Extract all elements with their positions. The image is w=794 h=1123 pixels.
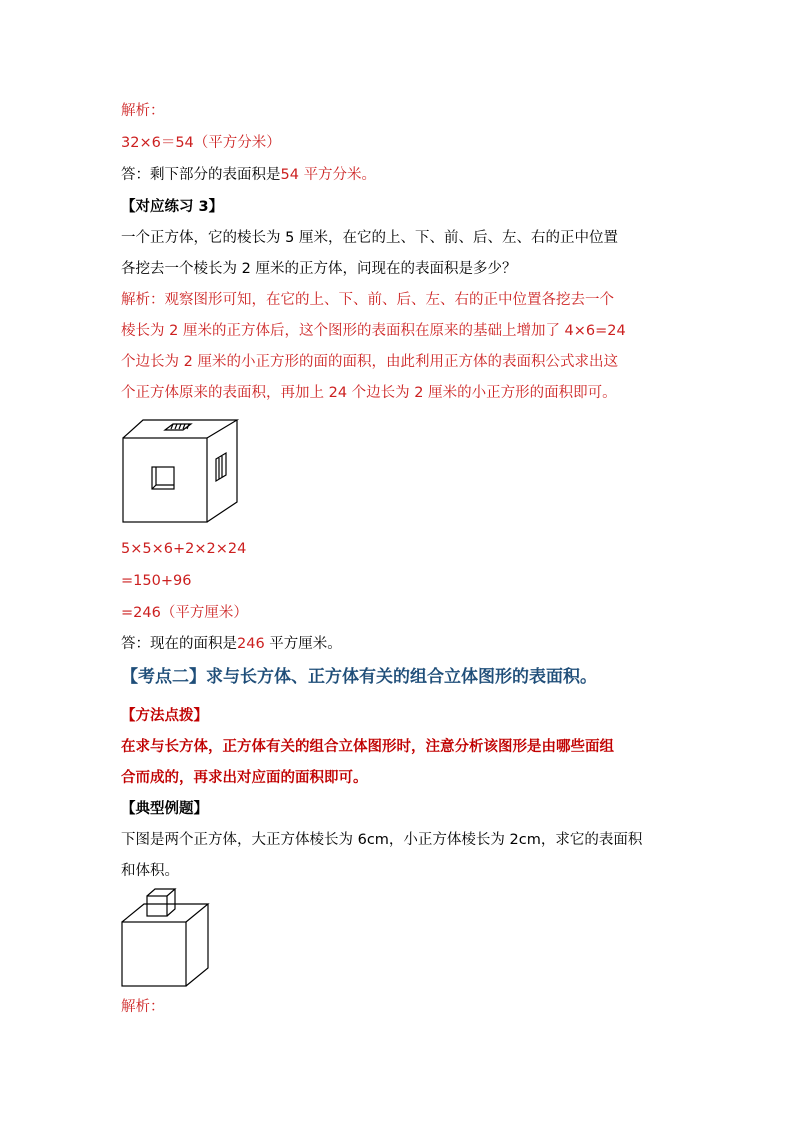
example-line-1: 下图是两个正方体，大正方体棱长为 6cm，小正方体棱长为 2cm，求它的表面积 (121, 832, 643, 848)
method-line-2: 合而成的，再求出对应面的面积即可。 (121, 770, 368, 786)
analysis-line-1: 解析：观察图形可知，在它的上、下、前、后、左、右的正中位置各挖去一个 (121, 292, 614, 308)
answer-suffix: 平方分米。 (303, 167, 377, 183)
example-analysis-label: 解析： (121, 999, 165, 1015)
practice-answer-prefix: 答：现在的面积是 (121, 636, 237, 652)
method-heading: 【方法点拨】 (121, 708, 208, 724)
cube-with-holes-figure (121, 418, 241, 526)
analysis-line-3: 个边长为 2 厘米的小正方形的面的面积，由此利用正方体的表面积公式求出这 (121, 354, 618, 370)
analysis-line-2: 棱长为 2 厘米的正方体后，这个图形的表面积在原来的基础上增加了 4×6=24 (121, 323, 626, 339)
example-heading: 【典型例题】 (121, 801, 208, 817)
practice-answer-line (121, 634, 342, 654)
answer-line (121, 165, 376, 185)
method-line-1: 在求与长方体，正方体有关的组合立体图形时，注意分析该图形是由哪些面组 (121, 739, 614, 755)
calc-line-1: 5×5×6+2×2×24 (121, 541, 247, 557)
calculation-line: 32×6＝54（平方分米） (121, 135, 281, 151)
topic-heading: 【考点二】求与长方体、正方体有关的组合立体图形的表面积。 (121, 667, 597, 687)
answer-prefix: 答：剩下部分的表面积是 (121, 167, 281, 183)
calc-line-2: =150+96 (121, 573, 192, 589)
example-line-2: 和体积。 (121, 863, 179, 879)
two-cubes-figure (121, 886, 211, 990)
question-line-1: 一个正方体，它的棱长为 5 厘米，在它的上、下、前、后、左、右的正中位置 (121, 230, 618, 246)
practice-answer-suffix: 平方厘米。 (269, 636, 342, 652)
practice-heading: 【对应练习 3】 (121, 199, 224, 215)
question-line-2: 各挖去一个棱长为 2 厘米的正方体，问现在的表面积是多少？ (121, 261, 517, 277)
analysis-line-4: 个正方体原来的表面积，再加上 24 个边长为 2 厘米的小正方形的面积即可。 (121, 385, 617, 401)
practice-answer-value: 246 (237, 636, 265, 652)
analysis-label: 解析： (121, 103, 165, 119)
answer-value: 54 (280, 167, 299, 183)
calc-line-3: =246（平方厘米） (121, 605, 248, 621)
